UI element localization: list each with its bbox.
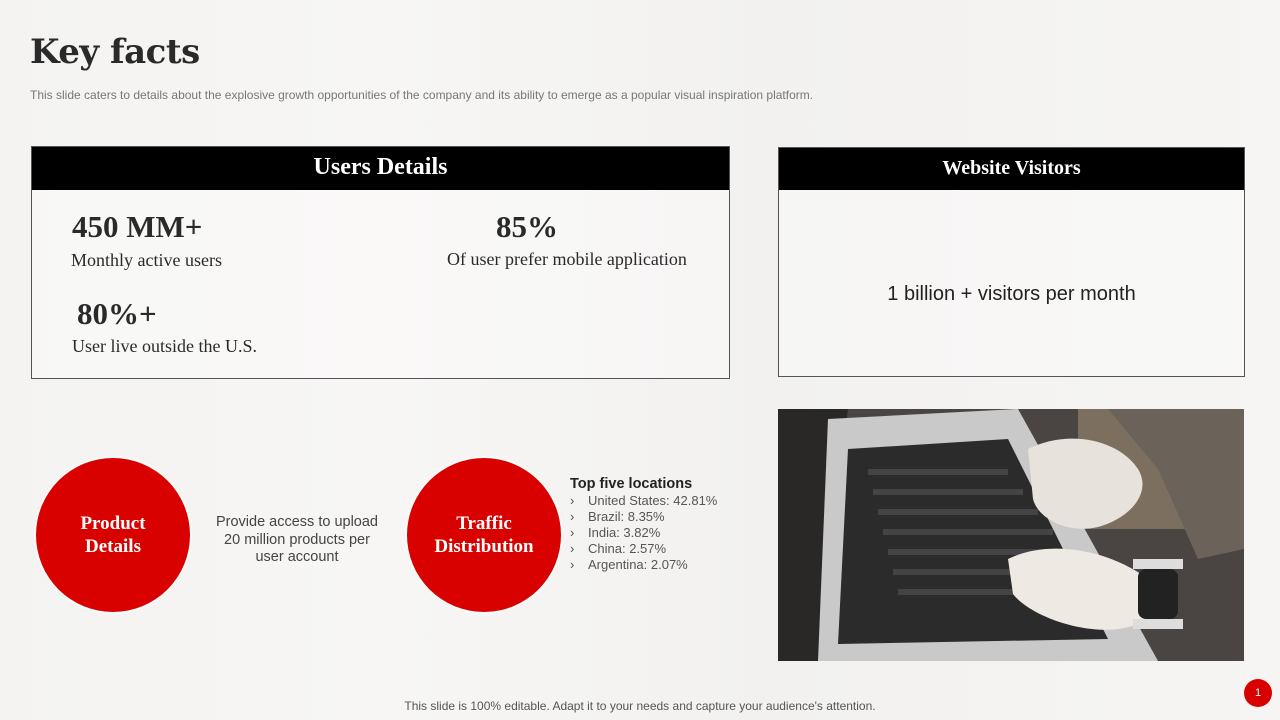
users-details-panel xyxy=(31,146,730,379)
stat-monthly-users-label: Monthly active users xyxy=(71,250,222,270)
slide-subtitle: This slide caters to details about the explosive growth opportunities of the company and its ability to emerge as a popular visual inspiration platform. xyxy=(30,88,814,102)
location-item xyxy=(570,557,717,573)
top-locations xyxy=(570,476,717,573)
location-text: United States: 42.81% xyxy=(588,493,718,508)
slide-footer: This slide is 100% editable. Adapt it to your needs and capture your audience's attention. xyxy=(404,699,876,713)
location-text: India: 3.82% xyxy=(588,525,661,540)
traffic-distribution-circle xyxy=(407,458,561,612)
chevron-right-icon: › xyxy=(570,557,575,572)
page-number-badge: 1 xyxy=(1244,679,1272,707)
stat-mobile-pref-value: 85% xyxy=(496,209,558,244)
stat-outside-us-label: User live outside the U.S. xyxy=(72,336,257,356)
product-details-circle xyxy=(36,458,190,612)
location-item xyxy=(570,525,717,541)
product-details-label: Product Details xyxy=(80,513,146,557)
website-visitors-heading: Website Visitors xyxy=(779,148,1244,190)
traffic-distribution-label: Traffic Distribution xyxy=(434,513,534,557)
chevron-right-icon: › xyxy=(570,525,575,540)
location-item xyxy=(570,509,717,525)
stat-monthly-users-value: 450 MM+ xyxy=(72,209,203,244)
stat-mobile-pref-label: Of user prefer mobile application xyxy=(447,249,687,269)
locations-list xyxy=(570,493,717,573)
location-text: Argentina: 2.07% xyxy=(588,557,688,572)
chevron-right-icon: › xyxy=(570,493,575,508)
location-text: Brazil: 8.35% xyxy=(588,509,665,524)
product-details-description: Provide access to upload 20 million products per user account xyxy=(215,514,378,565)
website-visitors-panel xyxy=(778,147,1245,377)
top-locations-title: Top five locations xyxy=(570,476,693,492)
laptop-typing-photo xyxy=(778,409,1244,661)
location-text: China: 2.57% xyxy=(588,541,667,556)
chevron-right-icon: › xyxy=(570,509,575,524)
users-details-heading: Users Details xyxy=(32,147,729,190)
laptop-illustration xyxy=(778,409,1244,661)
location-item xyxy=(570,541,717,557)
stat-outside-us-value: 80%+ xyxy=(77,296,157,331)
chevron-right-icon: › xyxy=(570,541,575,556)
visitors-per-month: 1 billion + visitors per month xyxy=(887,283,1136,305)
slide-title: Key facts xyxy=(30,32,200,72)
location-item xyxy=(570,493,717,509)
